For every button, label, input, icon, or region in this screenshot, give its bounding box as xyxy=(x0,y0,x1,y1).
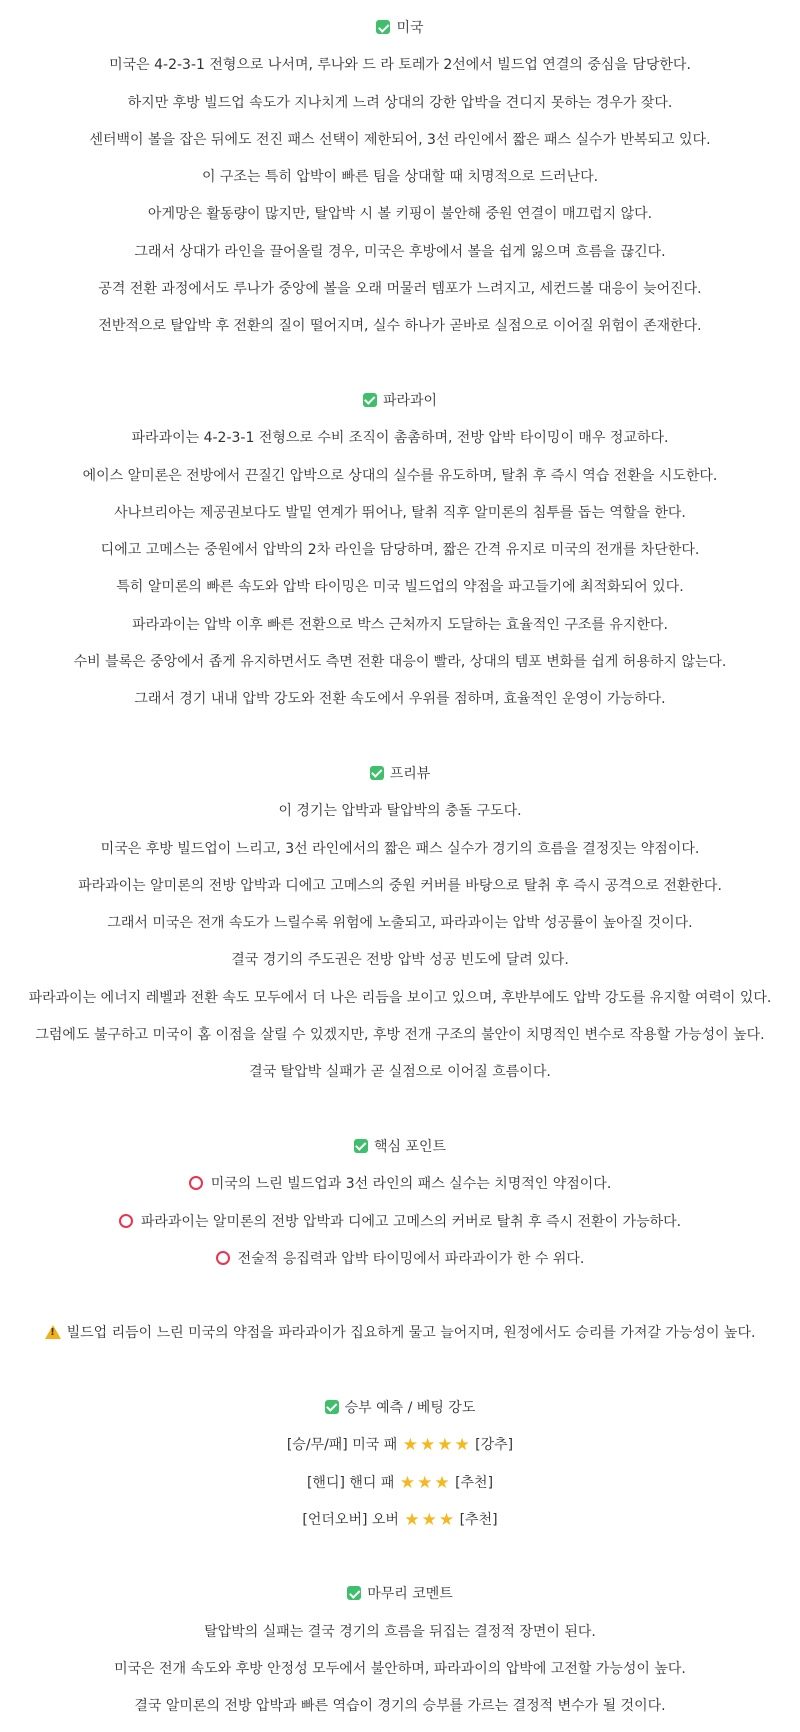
section-spacer xyxy=(0,1092,800,1129)
warning-sign-icon xyxy=(45,1325,61,1339)
paragraph-line: 결국 탈압박 실패가 곧 실점으로 이어질 흐름이다. xyxy=(249,1064,551,1081)
paragraph-line: 전반적으로 탈압박 후 전환의 질이 떨어지며, 실수 하나가 곧바로 실점으로 이어질 위험이 존재한다. xyxy=(98,318,702,335)
section-title: 미국 xyxy=(396,20,424,36)
paragraph-line: 파라과이는 알미론의 전방 압박과 디에고 고메스의 중원 커버를 바탕으로 탈취 후 즉시 공격으로 전환한다. xyxy=(78,877,722,894)
star-icon: ★ xyxy=(402,1435,418,1456)
paragraph-line: 디에고 고메스는 중원에서 압박의 2차 라인을 담당하며, 짧은 간격 유지로 미국의 전개를 차단한다. xyxy=(100,542,700,559)
star-icon: ★ xyxy=(404,1509,420,1530)
star-icon: ★ xyxy=(454,1435,470,1456)
section-title: 승부 예측 / 베팅 강도 xyxy=(344,1399,476,1416)
pick-grade: [강추] xyxy=(475,1437,514,1454)
star-icon: ★ xyxy=(419,1435,436,1456)
check-mark-button-icon xyxy=(370,766,384,780)
paragraph-line: 아게망은 활동량이 많지만, 탈압박 시 볼 키핑이 불안해 중원 연결이 매끄럽지 않다. xyxy=(147,206,653,223)
paragraph-line: 결국 경기의 주도권은 전방 압박 성공 빈도에 달려 있다. xyxy=(231,952,569,969)
key-point-text: 전술적 응집력과 압박 타이밍에서 파라과이가 한 수 위다. xyxy=(237,1250,585,1267)
paragraph-line: 공격 전환 과정에서도 루나가 중앙에 볼을 오래 머물러 템포가 느려지고, 세컨드볼 대응이 늦어진다. xyxy=(98,281,702,298)
section-heading-usa xyxy=(0,10,800,47)
prediction-pick xyxy=(0,1427,800,1464)
prediction-pick xyxy=(0,1465,800,1502)
hollow-red-circle-icon xyxy=(189,1176,203,1190)
paragraph-line: 이 경기는 압박과 탈압박의 충돌 구도다. xyxy=(278,803,522,820)
section-heading-prediction xyxy=(0,1390,800,1427)
section-title: 마무리 코멘트 xyxy=(367,1586,453,1603)
paragraph-line: 이 구조는 특히 압박이 빠른 팀을 상대할 때 치명적으로 드러난다. xyxy=(201,169,599,186)
paragraph-line: 미국은 전개 속도와 후방 안정성 모두에서 불안하며, 파라과이의 압박에 고전할 가능성이 높다. xyxy=(114,1661,686,1678)
check-mark-button-icon xyxy=(325,1400,339,1414)
check-mark-button-icon xyxy=(376,20,390,34)
pick-label: [언더오버] 오버 xyxy=(302,1511,399,1528)
key-point-text: 파라과이는 알미론의 전방 압박과 디에고 고메스의 커버로 탈취 후 즉시 전환이 가능하다. xyxy=(140,1213,682,1230)
section-heading-paraguay xyxy=(0,383,800,420)
star-rating xyxy=(403,1509,455,1530)
star-icon: ★ xyxy=(434,1472,450,1493)
star-rating xyxy=(402,1435,471,1456)
warning-callout xyxy=(0,1315,800,1352)
star-icon: ★ xyxy=(417,1472,433,1493)
check-mark-button-icon xyxy=(347,1586,361,1600)
section-heading-key-points xyxy=(0,1129,800,1166)
paragraph-line: 미국은 4-2-3-1 전형으로 나서며, 루나와 드 라 토레가 2선에서 빌드업 연결의 중심을 담당한다. xyxy=(109,57,691,74)
paragraph-line: 수비 블록은 중앙에서 좁게 유지하면서도 측면 전환 대응이 빨라, 상대의 템포 변화를 쉽게 허용하지 않는다. xyxy=(73,654,727,671)
paragraph-line: 특히 알미론의 빠른 속도와 압박 타이밍은 미국 빌드업의 약점을 파고들기에 최적화되어 있다. xyxy=(116,579,684,596)
key-point-item xyxy=(0,1241,800,1278)
paragraph-line: 그래서 상대가 라인을 끌어올릴 경우, 미국은 후방에서 볼을 쉽게 잃으며 흐름을 끊긴다. xyxy=(134,243,666,260)
section-heading-preview xyxy=(0,756,800,793)
star-icon: ★ xyxy=(421,1509,437,1530)
paragraph-line: 에이스 알미론은 전방에서 끈질긴 압박으로 상대의 실수를 유도하며, 탈취 후 즉시 역습 전환을 시도한다. xyxy=(82,467,718,484)
pick-grade: [추천] xyxy=(459,1511,498,1528)
paragraph-line: 결국 알미론의 전방 압박과 빠른 역습이 경기의 승부를 가르는 결정적 변수가 될 것이다. xyxy=(134,1698,666,1715)
key-point-text: 미국의 느린 빌드업과 3선 라인의 패스 실수는 치명적인 약점이다. xyxy=(210,1176,612,1193)
check-mark-button-icon xyxy=(354,1139,368,1153)
section-spacer xyxy=(0,1353,800,1390)
section-spacer xyxy=(0,719,800,756)
paragraph-line: 그럼에도 불구하고 미국이 홈 이점을 살릴 수 있겠지만, 후방 전개 구조의 불안이 치명적인 변수로 작용할 가능성이 높다. xyxy=(35,1027,765,1044)
check-mark-button-icon xyxy=(363,393,377,407)
section-spacer xyxy=(0,1539,800,1576)
pick-label: [승/무/패] 미국 패 xyxy=(286,1437,398,1454)
hollow-red-circle-icon xyxy=(216,1251,230,1265)
section-title: 프리뷰 xyxy=(389,765,431,782)
section-spacer xyxy=(0,346,800,383)
section-heading-closing xyxy=(0,1576,800,1613)
paragraph-line: 센터백이 볼을 잡은 뒤에도 전진 패스 선택이 제한되어, 3선 라인에서 짧은 패스 실수가 반복되고 있다. xyxy=(89,131,711,148)
star-icon: ★ xyxy=(399,1472,416,1493)
paragraph-line: 그래서 경기 내내 압박 강도와 전환 속도에서 우위를 점하며, 효율적인 운영이 가능하다. xyxy=(134,691,666,708)
section-title: 파라과이 xyxy=(382,392,438,409)
key-point-item xyxy=(0,1204,800,1241)
key-point-item xyxy=(0,1166,800,1203)
paragraph-line: 하지만 후방 빌드업 속도가 지나치게 느려 상대의 강한 압박을 견디지 못하는 경우가 잦다. xyxy=(127,94,673,111)
paragraph-line: 파라과이는 압박 이후 빠른 전환으로 박스 근처까지 도달하는 효율적인 구조를 유지한다. xyxy=(132,616,668,633)
paragraph-line: 파라과이는 4-2-3-1 전형으로 수비 조직이 촘촘하며, 전방 압박 타이밍이 매우 정교하다. xyxy=(131,430,669,447)
prediction-pick xyxy=(0,1502,800,1539)
pick-label: [핸디] 핸디 패 xyxy=(306,1474,395,1491)
star-icon: ★ xyxy=(438,1509,455,1530)
paragraph-line: 사나브리아는 제공권보다도 발밑 연계가 뛰어나, 탈취 직후 알미론의 침투를 돕는 역할을 한다. xyxy=(114,504,686,521)
star-rating xyxy=(399,1472,451,1493)
paragraph-line: 그래서 미국은 전개 속도가 느릴수록 위험에 노출되고, 파라과이는 압박 성공률이 높아질 것이다. xyxy=(107,915,693,932)
paragraph-line: 탈압박의 실패는 결국 경기의 흐름을 뒤집는 결정적 장면이 된다. xyxy=(204,1623,596,1640)
section-spacer xyxy=(0,1278,800,1315)
paragraph-line: 파라과이는 에너지 레벨과 전환 속도 모두에서 더 나은 리듬을 보이고 있으며, 후반부에도 압박 강도를 유지할 여력이 있다. xyxy=(28,989,772,1006)
section-title: 핵심 포인트 xyxy=(373,1138,447,1155)
star-icon: ★ xyxy=(437,1435,453,1456)
paragraph-line: 미국은 후방 빌드업이 느리고, 3선 라인에서의 짧은 패스 실수가 경기의 흐름을 결정짓는 약점이다. xyxy=(100,840,700,857)
pick-grade: [추천] xyxy=(455,1474,494,1491)
warning-text: 빌드업 리듬이 느린 미국의 약점을 파라과이가 집요하게 물고 늘어지며, 원정에서도 승리를 가져갈 가능성이 높다. xyxy=(66,1325,756,1342)
hollow-red-circle-icon xyxy=(119,1214,133,1228)
